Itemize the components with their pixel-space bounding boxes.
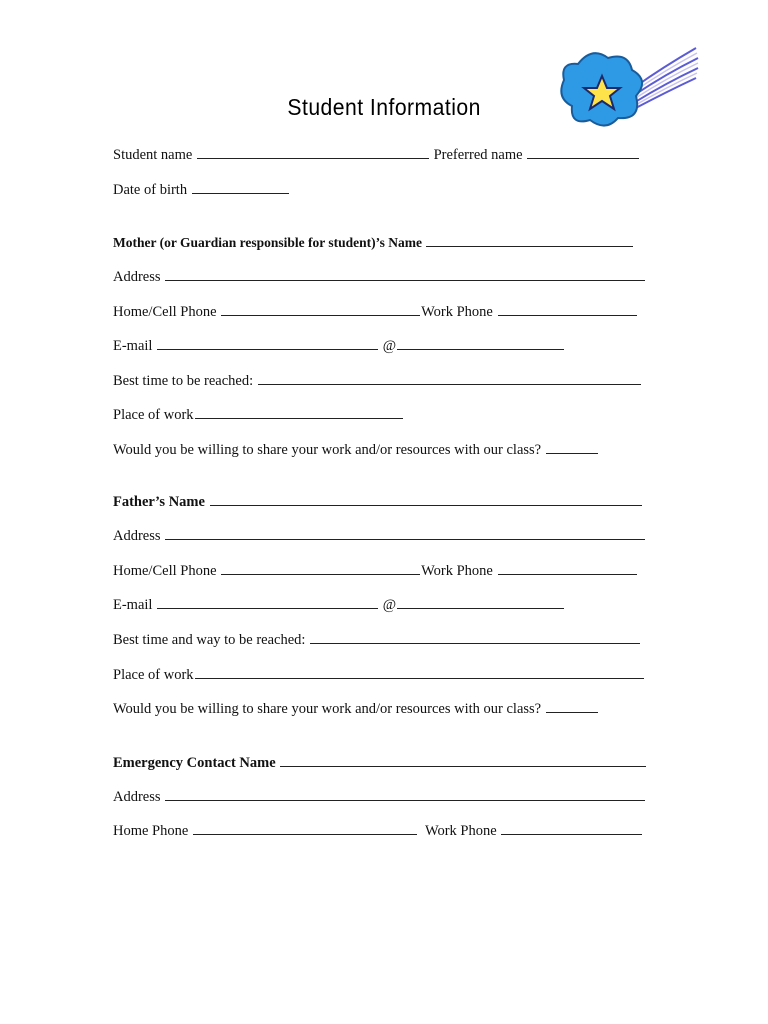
mother-work-phone-label: Work Phone (421, 304, 493, 320)
emergency-phone-row (113, 821, 643, 840)
father-address-field[interactable] (165, 526, 645, 540)
father-email-row (113, 595, 565, 614)
father-work-place-row (113, 665, 645, 684)
father-name-label: Father’s Name (113, 494, 205, 510)
father-work-place-label: Place of work (113, 667, 194, 683)
mother-email-row (113, 336, 565, 355)
emergency-name-field[interactable] (280, 753, 646, 767)
father-address-row (113, 526, 646, 545)
mother-best-time-field[interactable] (258, 371, 641, 385)
shooting-star-icon (558, 40, 700, 130)
preferred-name-label: Preferred name (433, 147, 523, 163)
mother-share-label: Would you be willing to share your work and/or resources with our class? (113, 442, 542, 458)
mother-best-time-label: Best time to be reached: (113, 373, 254, 389)
mother-name-field[interactable] (426, 233, 633, 247)
emergency-name-label: Emergency Contact Name (113, 755, 276, 771)
mother-email-domain-field[interactable] (397, 336, 564, 350)
father-address-label: Address (113, 528, 161, 544)
mother-best-time-row (113, 371, 642, 390)
emergency-work-phone-label: Work Phone (424, 823, 497, 839)
page-title: Student Information (287, 94, 481, 120)
mother-email-at: @ (382, 338, 397, 354)
dob-row (113, 180, 290, 199)
father-email-domain-field[interactable] (397, 595, 564, 609)
mother-phone-row (113, 302, 638, 321)
emergency-name-row (113, 753, 647, 772)
mother-home-phone-field[interactable] (221, 302, 420, 316)
dob-label: Date of birth (113, 182, 188, 198)
emergency-address-field[interactable] (165, 787, 645, 801)
emergency-home-phone-field[interactable] (193, 821, 417, 835)
father-home-phone-field[interactable] (221, 561, 420, 575)
father-best-time-field[interactable] (310, 630, 640, 644)
father-home-phone-label: Home/Cell Phone (113, 563, 217, 579)
mother-work-place-label: Place of work (113, 407, 194, 423)
father-phone-row (113, 561, 638, 580)
father-work-phone-label: Work Phone (421, 563, 493, 579)
father-share-field[interactable] (546, 699, 598, 713)
mother-email-user-field[interactable] (157, 336, 378, 350)
mother-work-phone-field[interactable] (498, 302, 637, 316)
mother-name-row (113, 233, 634, 252)
father-name-row (113, 492, 643, 511)
emergency-address-label: Address (113, 789, 161, 805)
student-name-row (113, 145, 640, 164)
father-email-user-field[interactable] (157, 595, 378, 609)
mother-share-row (113, 440, 599, 459)
emergency-home-phone-label: Home Phone (113, 823, 189, 839)
mother-address-field[interactable] (165, 267, 645, 281)
emergency-address-row (113, 787, 646, 806)
father-share-label: Would you be willing to share your work and/or resources with our class? (113, 701, 542, 717)
father-best-time-label: Best time and way to be reached: (113, 632, 306, 648)
student-name-field[interactable] (197, 145, 429, 159)
student-name-label: Student name (113, 147, 193, 163)
mother-name-label: Mother (or Guardian responsible for student)’s Name (113, 235, 422, 250)
mother-email-label: E-mail (113, 338, 153, 354)
father-share-row (113, 699, 599, 718)
mother-work-place-field[interactable] (195, 405, 403, 419)
father-name-field[interactable] (210, 492, 642, 506)
preferred-name-field[interactable] (527, 145, 639, 159)
mother-home-phone-label: Home/Cell Phone (113, 304, 217, 320)
dob-field[interactable] (192, 180, 289, 194)
father-email-at: @ (382, 597, 397, 613)
father-best-time-row (113, 630, 641, 649)
emergency-work-phone-field[interactable] (501, 821, 642, 835)
mother-share-field[interactable] (546, 440, 598, 454)
mother-address-row (113, 267, 646, 286)
father-email-label: E-mail (113, 597, 153, 613)
father-work-phone-field[interactable] (498, 561, 637, 575)
mother-address-label: Address (113, 269, 161, 285)
father-work-place-field[interactable] (195, 665, 644, 679)
mother-work-place-row (113, 405, 404, 424)
